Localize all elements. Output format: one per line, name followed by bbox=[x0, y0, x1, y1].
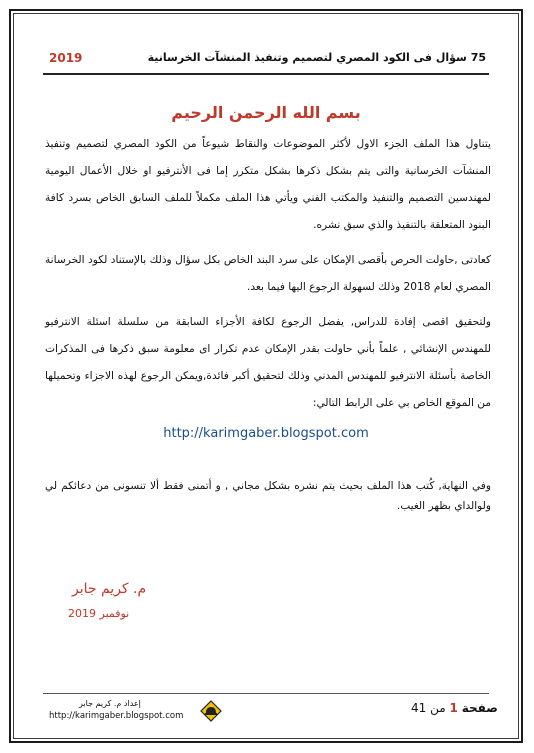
hardhat-logo-icon bbox=[200, 700, 222, 722]
header-title: 75 سؤال فى الكود المصري لتصميم وتنفيذ المنشآت الخرسانية bbox=[147, 51, 486, 64]
page-total: 41 bbox=[411, 701, 427, 715]
blog-link[interactable]: http://karimgaber.blogspot.com bbox=[163, 426, 369, 441]
page-label: صفحة bbox=[461, 701, 498, 715]
basmala-heading: بسم الله الرحمن الرحيم bbox=[171, 103, 361, 122]
footer-divider bbox=[43, 693, 489, 694]
paragraph-method: كعادتى ,حاولت الحرص بأقصى الإمكان على سرد البند الخاص بكل سؤال وذلك بالإستناد لكود الخرسانة المصري لعام 2018 وذلك لسهولة الرجوع اليها فيما بعد. bbox=[45, 254, 491, 293]
footer-url[interactable]: http://karimgaber.blogspot.com bbox=[49, 711, 184, 721]
paragraph-closing: وفي النهاية, كُتب هذا الملف بحيث يتم نشره بشكل مجاني , و أتمنى فقط ألا تنسونى من دعائكم لي ولوالداي بظهر الغيب. bbox=[45, 480, 491, 512]
signature-name: م. كريم جابر bbox=[72, 581, 147, 597]
paragraph-references: ولتحقيق اقصى إفادة للدراس, يفضل الرجوع لكافة الأجزاء السابقة من سلسلة اسئلة الانترفيو للمهندس الإنشائي , علماً بأني حاولت بقدر الإمكان عدم تكرار اى معلومة سبق ذكرها فى المذكرات الخاصة بأسئلة الانترفيو للمهندس المدني وذلك لتحقيق أكبر فائدة,ويمكن الرجوع لهذه الاجزاء وتحميلها من الموقع الخاص بي على الرابط التالي: bbox=[45, 316, 491, 409]
page-of-label: من bbox=[430, 701, 446, 715]
header-year: 2019 bbox=[49, 51, 83, 65]
page-counter bbox=[411, 701, 498, 715]
header-divider bbox=[43, 73, 489, 75]
footer-prepared-by: إعداد م. كريم جابر bbox=[79, 699, 141, 708]
document-page bbox=[9, 9, 523, 743]
page-number: 1 bbox=[449, 701, 458, 715]
signature-date: نوفمبر 2019 bbox=[68, 607, 130, 620]
paragraph-intro: يتناول هذا الملف الجزء الاول لأكثر الموضوعات والنقاط شيوعاً من الكود المصري لتصميم وتنفيذ المنشآت الخرسانية والتى يتم بشكل ذكرها بشكل متكرر إما فى الأنترفيو او خلال الأعمال اليومية لمهندسين التصميم والتنفيذ والمكتب الفني ويأتي هذا الملف مكملاً للملف السابق الخاص بسرد كافة البنود المتعلقة بالتنفيذ والذي سبق نشره. bbox=[45, 138, 491, 231]
